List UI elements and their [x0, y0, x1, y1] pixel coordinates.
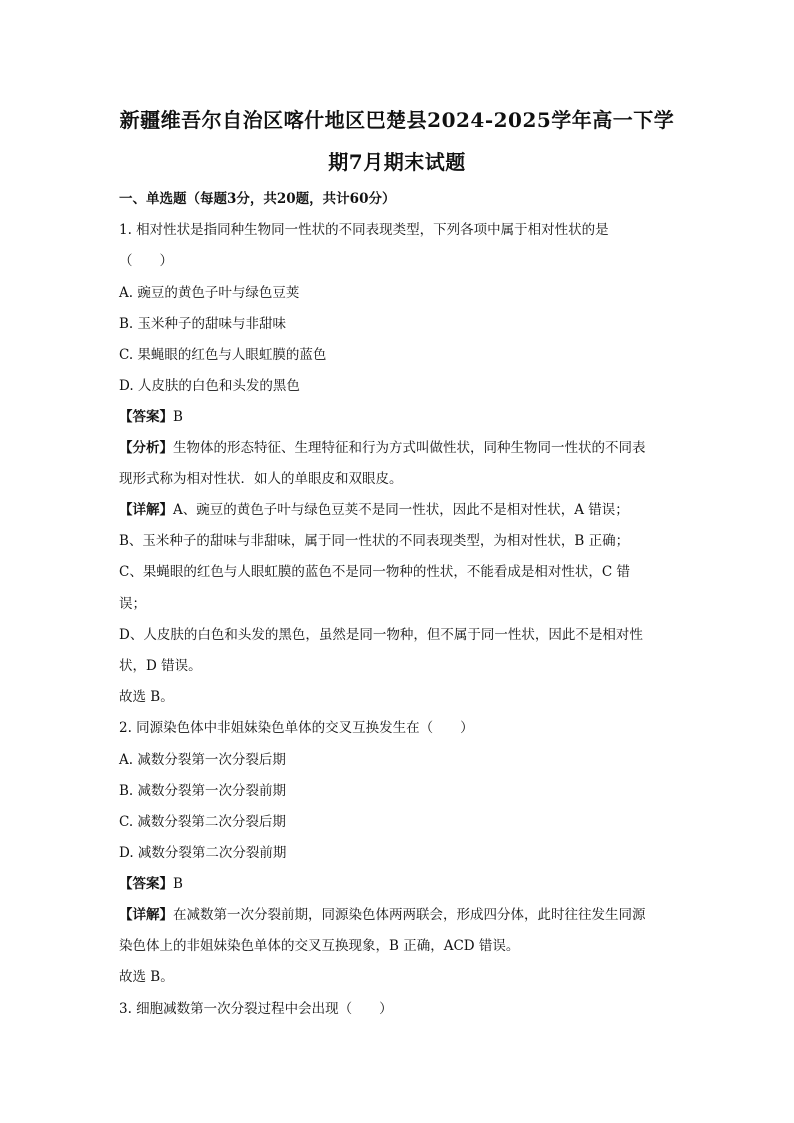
question-1-conclusion: 故选 B。: [119, 689, 174, 705]
question-1-stem: 1. 相对性状是指同种生物同一性状的不同表现类型，下列各项中属于相对性状的是: [119, 222, 609, 238]
question-2-stem: 2. 同源染色体中非姐妹染色单体的交叉互换发生在（ ）: [119, 720, 474, 736]
detail-text-line-1: 在减数第一次分裂前期，同源染色体两两联会，形成四分体，此时往往发生同源: [173, 907, 646, 923]
detail-tag: 【详解】: [119, 502, 173, 518]
answer-tag: 【答案】: [119, 409, 173, 425]
question-1-option-b: B. 玉米种子的甜味与非甜味: [119, 316, 287, 332]
detail-tag: 【详解】: [119, 907, 173, 923]
detail-text-line-1: A、豌豆的黄色子叶与绿色豆荚不是同一性状，因此不是相对性状，A 错误；: [173, 502, 629, 518]
analysis-text-line-1: 生物体的形态特征、生理特征和行为方式叫做性状，同种生物同一性状的不同表: [173, 440, 646, 456]
document-title-line-2: 期7月期末试题: [328, 150, 466, 174]
detail-text-line-6: 状，D 错误。: [119, 658, 202, 674]
document-title-line-1: 新疆维吾尔自治区喀什地区巴楚县2024-2025学年高一下学: [119, 108, 675, 132]
analysis-text-line-2: 现形式称为相对性状．如人的单眼皮和双眼皮。: [119, 471, 403, 487]
question-2-option-a: A. 减数分裂第一次分裂后期: [119, 752, 286, 768]
question-3-stem: 3. 细胞减数第一次分裂过程中会出现（ ）: [119, 1001, 393, 1017]
answer-value: B: [173, 409, 183, 425]
detail-text-line-2: 染色体上的非姐妹染色单体的交叉互换现象，B 正确，ACD 错误。: [119, 938, 520, 954]
question-1-detail: [119, 498, 629, 518]
question-2-answer: [119, 872, 183, 892]
question-2-conclusion: 故选 B。: [119, 969, 174, 985]
detail-text-line-2: B、玉米种子的甜味与非甜味，属于同一性状的不同表现类型，为相对性状，B 正确；: [119, 533, 630, 549]
section-heading: 一、单选题（每题3分，共20题，共计60分）: [119, 191, 396, 207]
question-2-option-d: D. 减数分裂第二次分裂前期: [119, 845, 287, 861]
question-1-option-d: D. 人皮肤的白色和头发的黑色: [119, 378, 300, 394]
question-2-option-c: C. 减数分裂第二次分裂后期: [119, 814, 286, 830]
answer-value: B: [173, 876, 183, 892]
question-2-detail: [119, 903, 646, 923]
detail-text-line-5: D、人皮肤的白色和头发的黑色，虽然是同一物种，但不属于同一性状，因此不是相对性: [119, 627, 643, 643]
question-1-answer: [119, 405, 183, 425]
question-1-analysis: [119, 436, 646, 456]
question-2-option-b: B. 减数分裂第一次分裂前期: [119, 783, 287, 799]
question-1-stem-bracket: （ ）: [119, 253, 173, 269]
detail-text-line-4: 误；: [119, 596, 146, 612]
analysis-tag: 【分析】: [119, 440, 173, 456]
answer-tag: 【答案】: [119, 876, 173, 892]
question-1-option-c: C. 果蝇眼的红色与人眼虹膜的蓝色: [119, 347, 327, 363]
question-1-option-a: A. 豌豆的黄色子叶与绿色豆荚: [119, 285, 300, 301]
detail-text-line-3: C、果蝇眼的红色与人眼虹膜的蓝色不是同一物种的性状，不能看成是相对性状，C 错: [119, 564, 630, 580]
